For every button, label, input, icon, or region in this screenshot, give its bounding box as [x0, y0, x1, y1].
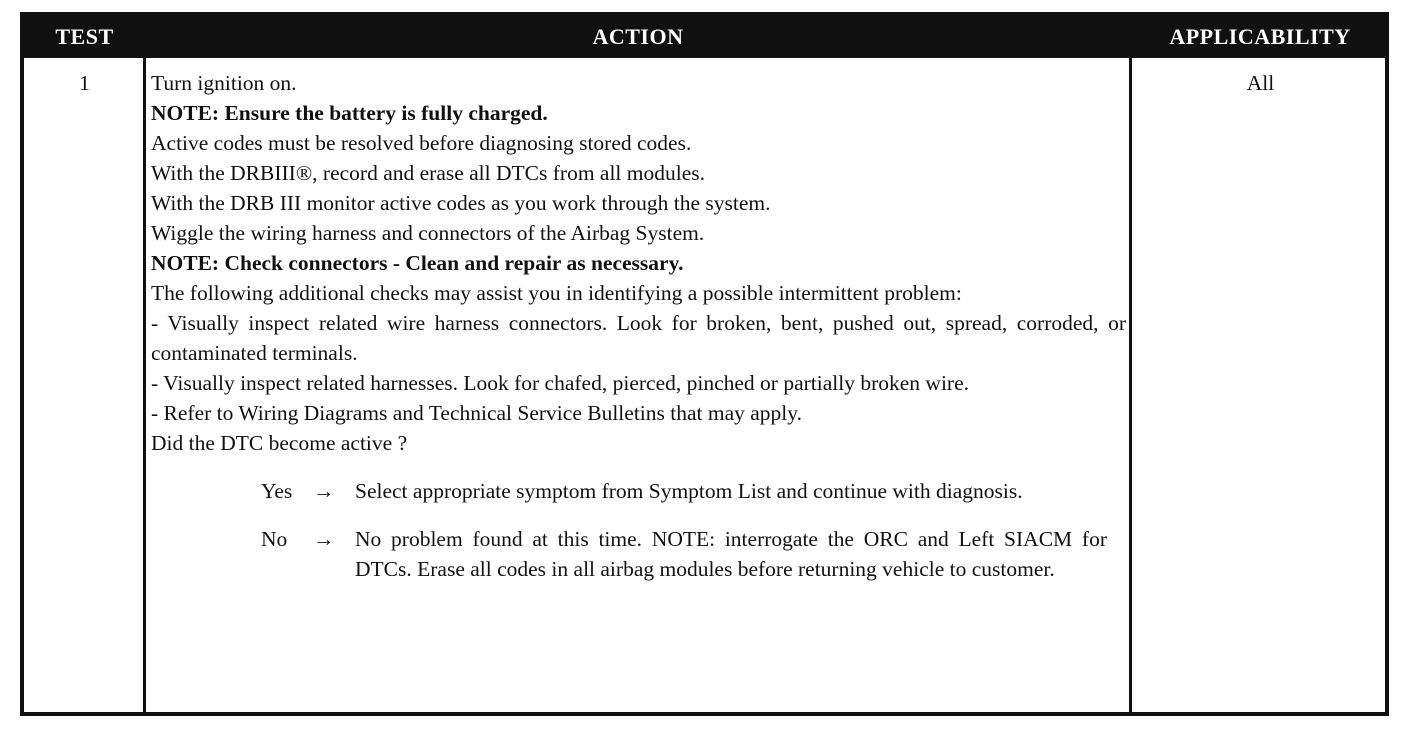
table-header: [24, 16, 1385, 58]
yes-response: [261, 476, 1126, 506]
column-divider: [143, 58, 146, 712]
yes-text: Select appropriate symptom from Symptom List and continue with diagnosis.: [355, 479, 1023, 503]
header-applicability: APPLICABILITY: [1169, 24, 1351, 49]
question: Did the DTC become active ?: [151, 431, 408, 455]
no-label: No: [261, 527, 288, 551]
no-text: No problem found at this time. NOTE: interrogate the ORC and Left SIACM for DTCs. Erase all codes in all airbag modules before returning vehicle to customer.: [355, 527, 1107, 581]
action-paragraph: The following additional checks may assist you in identifying a possible intermittent problem:: [151, 281, 962, 305]
action-line: Active codes must be resolved before diagnosing stored codes.: [151, 131, 692, 155]
no-response: [261, 524, 1126, 584]
note-battery: NOTE: Ensure the battery is fully charged.: [151, 101, 548, 125]
diagnostic-table: [20, 12, 1389, 716]
arrow-icon: →: [313, 479, 335, 503]
action-cell: [151, 58, 1126, 584]
column-divider: [1129, 58, 1132, 712]
action-line: With the DRB III monitor active codes as you work through the system.: [151, 191, 771, 215]
note-connectors: NOTE: Check connectors - Clean and repair as necessary.: [151, 251, 684, 275]
action-line: With the DRBIII®, record and erase all DTCs from all modules.: [151, 161, 706, 185]
applicability-value: All: [1246, 71, 1275, 95]
header-action: ACTION: [592, 24, 684, 49]
header-test: TEST: [55, 24, 114, 49]
action-paragraph: - Visually inspect related wire harness connectors. Look for broken, bent, pushed out, spread, corroded, or contaminated terminals.: [151, 311, 1126, 365]
action-line: Wiggle the wiring harness and connectors of the Airbag System.: [151, 221, 705, 245]
action-paragraph: - Visually inspect related harnesses. Look for chafed, pierced, pinched or partially broken wire.: [151, 371, 969, 395]
yes-label: Yes: [261, 479, 293, 503]
test-number: 1: [79, 71, 90, 95]
arrow-icon: →: [313, 527, 335, 551]
action-line: Turn ignition on.: [151, 71, 297, 95]
action-line: - Refer to Wiring Diagrams and Technical Service Bulletins that may apply.: [151, 401, 803, 425]
